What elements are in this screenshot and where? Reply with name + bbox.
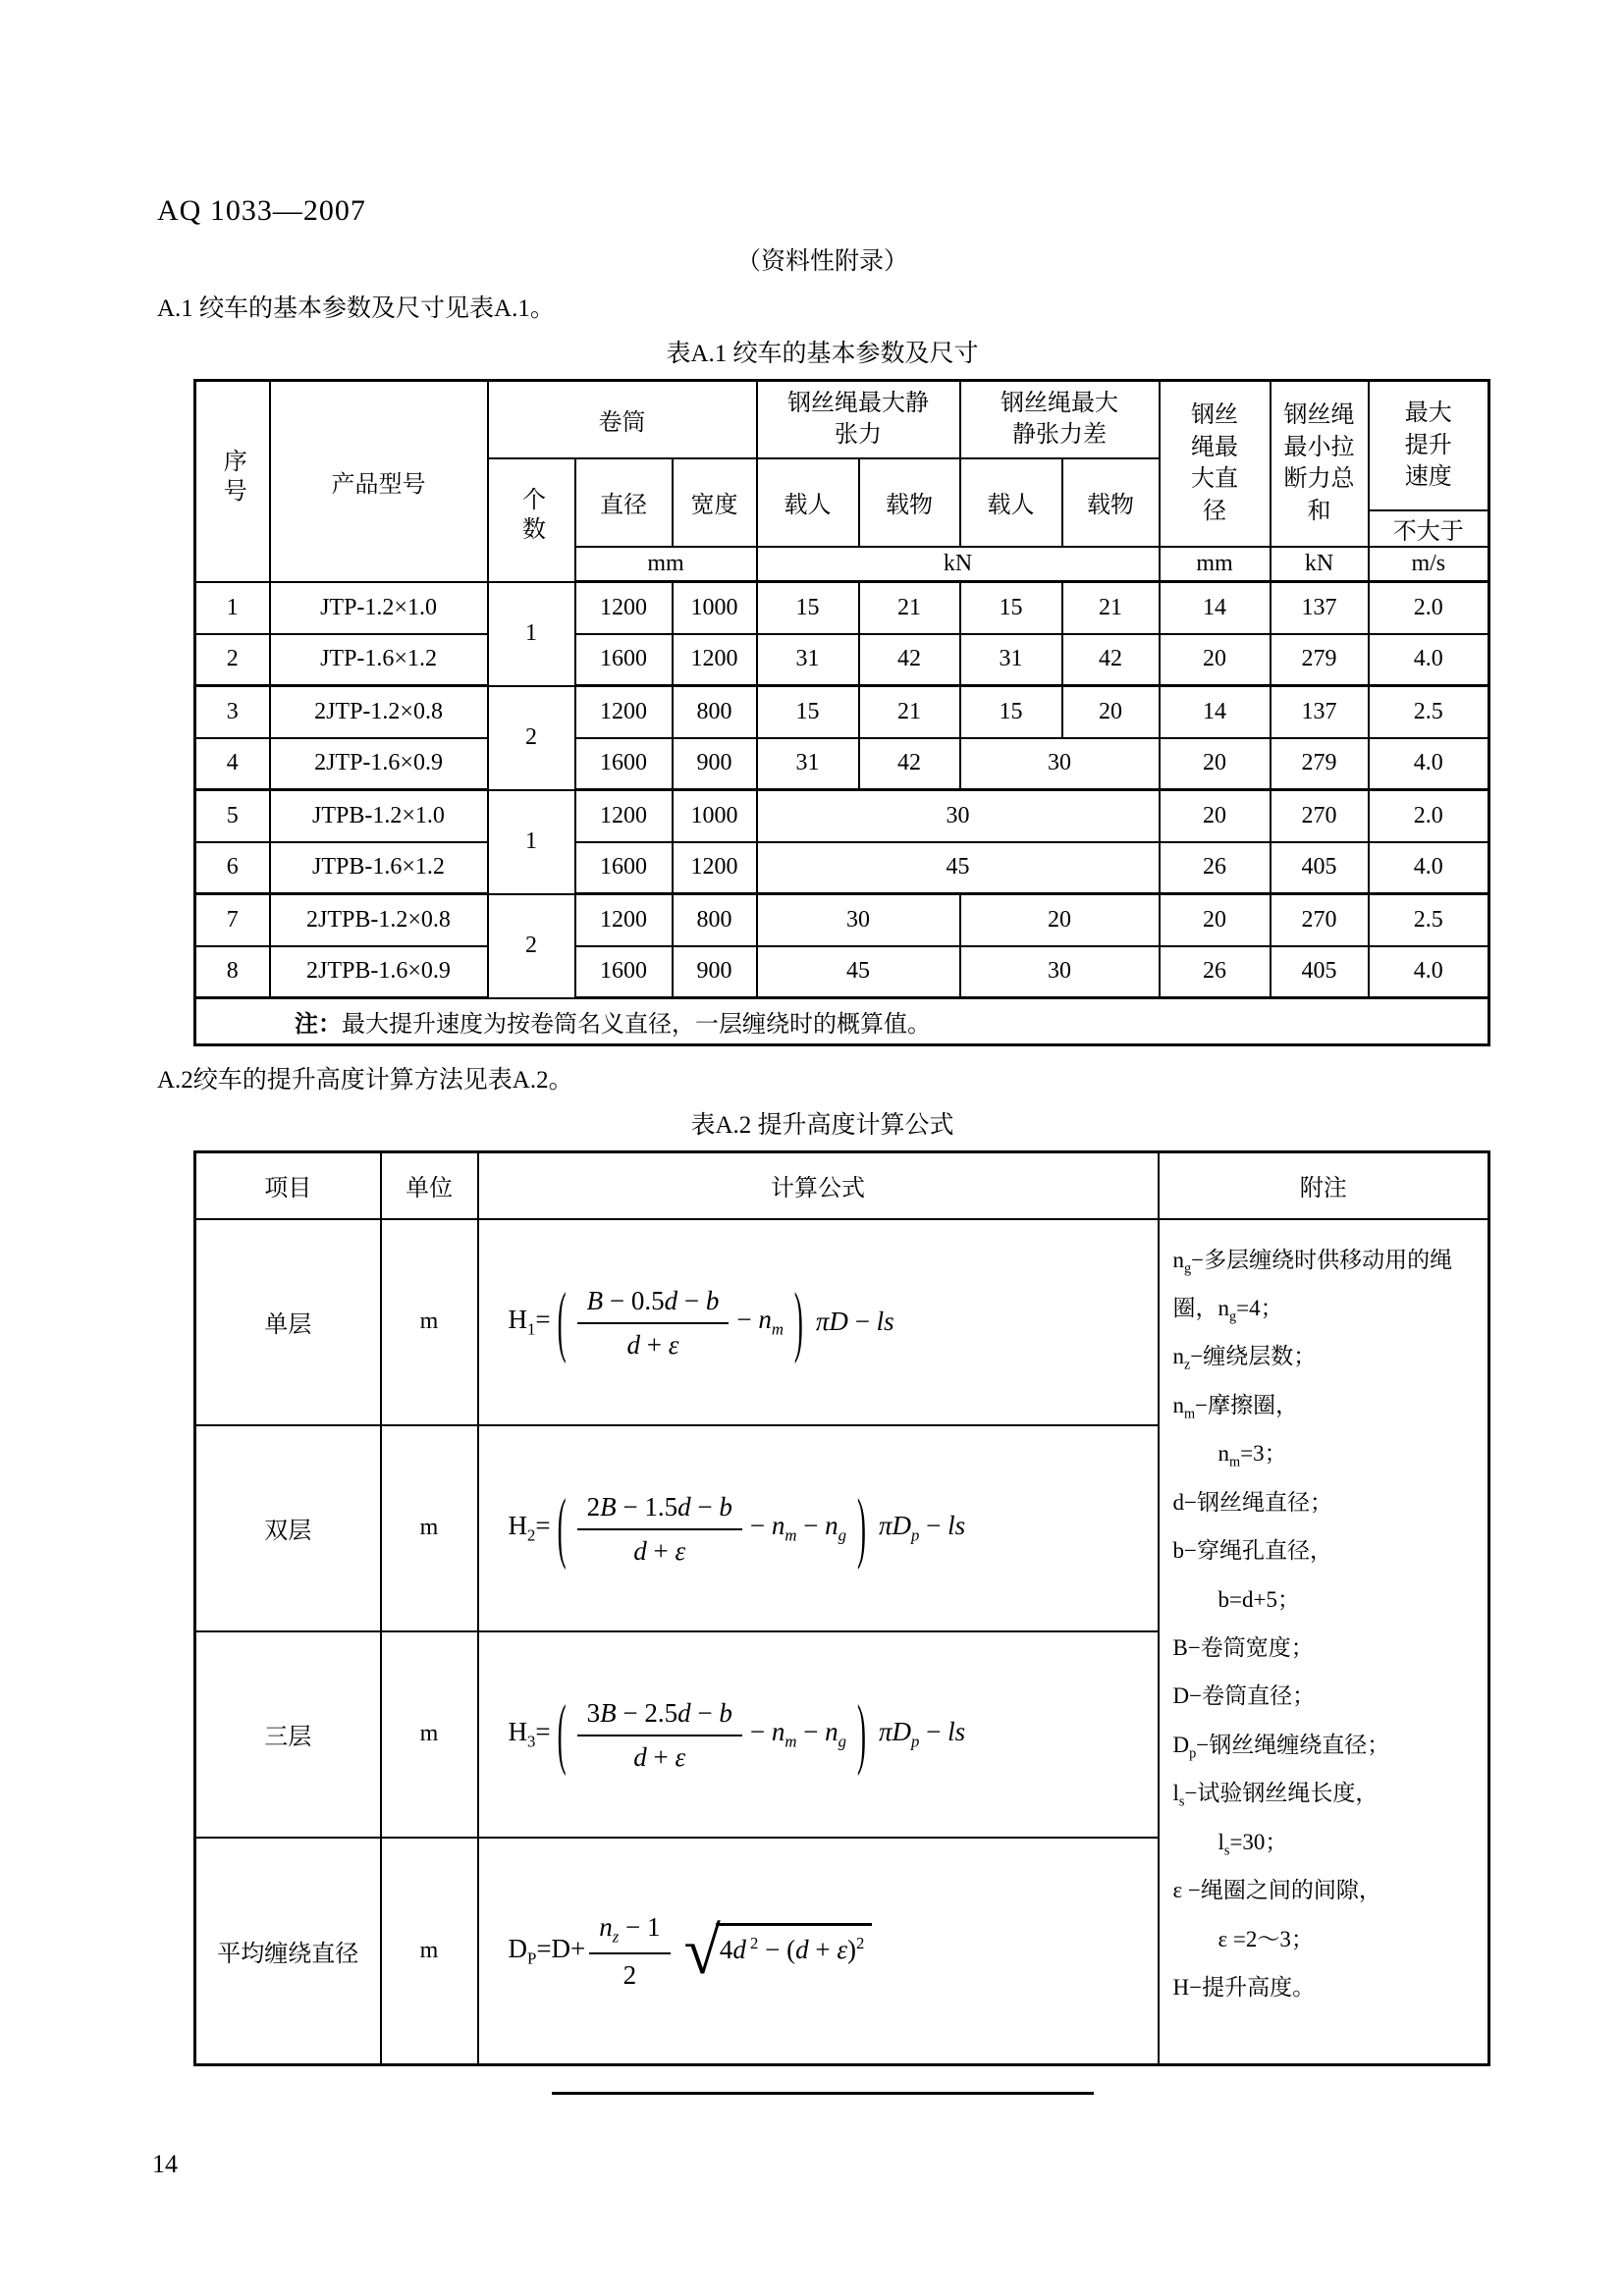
cell-seq: 3: [195, 686, 270, 738]
footnote-divider: [552, 2092, 1094, 2095]
note-line: $l_s-$试验钢丝绳长度，: [1172, 1781, 1379, 1810]
cell: 21: [859, 582, 960, 634]
formula-triple-layer: $H_3=$ ( $\frac{3B - 2.5d - b}{d + \varepsilon}$ − $n_m - n_g$ ) $\pi D_p$ − ls: [478, 1631, 1159, 1838]
cell-unit: m: [381, 1425, 478, 1631]
note-line: $l_s=30$；: [1172, 1829, 1288, 1859]
col-header-not-greater: 不大于: [1369, 510, 1489, 547]
note-line: B−卷筒宽度；: [1172, 1635, 1314, 1660]
fraction: $\frac{n_z - 1}{2}$: [589, 1910, 670, 1991]
cell-seq: 6: [195, 842, 270, 894]
unit-drum: mm: [575, 547, 757, 582]
cell: 14: [1160, 582, 1271, 634]
cell-seq: 8: [195, 946, 270, 998]
page-number: 14: [152, 2150, 178, 2178]
cell-item: 单层: [195, 1219, 381, 1425]
cell-unit: m: [381, 1631, 478, 1838]
table-row: [195, 582, 1489, 634]
note-line: H−提升高度。: [1172, 1975, 1316, 2001]
cell: 1600: [575, 842, 673, 894]
cell: 405: [1271, 842, 1369, 894]
table-row: [195, 790, 1489, 842]
cell: 1000: [673, 582, 757, 634]
table-row: [195, 634, 1489, 686]
note-line: $n_g-$多层缠绕时供移动用的绳圈，$n_g=4$；: [1172, 1247, 1453, 1325]
header-row: [195, 1152, 1489, 1219]
section-a2-text: A.2绞车的提升高度计算方法见表A.2。: [157, 1067, 573, 1094]
fraction: $\frac{3B - 2.5d - b}{d + \varepsilon}$: [577, 1696, 742, 1773]
formula-row: [195, 1219, 1489, 1425]
cell-item: 平均缠绕直径: [195, 1838, 381, 2065]
col-header-width: 宽度: [673, 458, 757, 547]
note-line: b−穿绳孔直径，: [1172, 1538, 1332, 1564]
cell: 20: [1160, 634, 1271, 686]
cell: 270: [1271, 894, 1369, 946]
radical-sign: √: [683, 1913, 721, 1989]
left-paren: (: [557, 1482, 567, 1571]
cell: 2.5: [1369, 894, 1489, 946]
cell: 900: [673, 738, 757, 790]
col-header-product: 产品型号: [270, 381, 488, 582]
note-line: ε =2～3；: [1172, 1926, 1314, 1951]
cell: 1000: [673, 790, 757, 842]
note-line: $n_z-$缠绕层数；: [1172, 1344, 1317, 1373]
cell: 21: [859, 686, 960, 738]
cell: 20: [1160, 790, 1271, 842]
cell: 45: [757, 842, 1160, 894]
left-paren: (: [557, 1688, 567, 1777]
cell: 15: [757, 582, 859, 634]
col-header-seq: 序号: [195, 381, 270, 582]
formula-avg-winding-diameter: $D_P=D+$ $\frac{n_z - 1}{2}$ √ 4d $^2 - (d + \varepsilon)^2$: [478, 1838, 1159, 2065]
cell: 2.0: [1369, 582, 1489, 634]
note-line: d−钢丝绳直径；: [1172, 1489, 1332, 1515]
cell: 2.0: [1369, 790, 1489, 842]
note-text: 最大提升速度为按卷筒名义直径，一层缠绕时的概算值。: [342, 1012, 931, 1038]
cell-count: 2: [488, 686, 575, 790]
col-header-note: 附注: [1159, 1152, 1489, 1219]
cell-seq: 4: [195, 738, 270, 790]
cell: 4.0: [1369, 738, 1489, 790]
note-row: [195, 998, 1489, 1045]
cell: 800: [673, 894, 757, 946]
cell: 15: [960, 582, 1062, 634]
cell: 4.0: [1369, 842, 1489, 894]
cell-model: JTP-1.6×1.2: [270, 634, 488, 686]
right-paren: ): [857, 1482, 867, 1571]
formula-double-layer: $H_2=$ ( $\frac{2B - 1.5d - b}{d + \varepsilon}$ − $n_m - n_g$ ) $\pi D_p$ − ls: [478, 1425, 1159, 1631]
table-row: [195, 842, 1489, 894]
unit-break: kN: [1271, 547, 1369, 582]
col-header-diameter: 直径: [575, 458, 673, 547]
table-a1: [193, 379, 1490, 1046]
cell: 26: [1160, 842, 1271, 894]
note-line: $n_m=3$；: [1172, 1441, 1287, 1470]
right-paren: ): [857, 1688, 867, 1777]
cell: 137: [1271, 582, 1369, 634]
cell-count: 1: [488, 582, 575, 686]
note-line: $n_m-$摩擦圈，: [1172, 1392, 1299, 1422]
cell: 1200: [673, 634, 757, 686]
cell: 279: [1271, 634, 1369, 686]
cell: 42: [1062, 634, 1160, 686]
cell-model: JTP-1.2×1.0: [270, 582, 488, 634]
cell-count: 1: [488, 790, 575, 894]
formula-lhs: $H_1=$: [508, 1304, 551, 1339]
cell: 1200: [575, 582, 673, 634]
col-header-person2: 载人: [960, 458, 1062, 547]
cell: 20: [1160, 738, 1271, 790]
col-header-drum-group: 卷筒: [488, 381, 757, 458]
right-paren: ): [793, 1276, 803, 1364]
note-line: b=d+5；: [1172, 1586, 1300, 1612]
cell: 31: [757, 738, 859, 790]
cell: 31: [960, 634, 1062, 686]
cell: 405: [1271, 946, 1369, 998]
cell: 1600: [575, 634, 673, 686]
header-row-groups: [195, 381, 1489, 458]
cell: 31: [757, 634, 859, 686]
section-a1-text: A.1 绞车的基本参数及尺寸见表A.1。: [157, 295, 555, 322]
cell: 4.0: [1369, 946, 1489, 998]
cell: 1600: [575, 946, 673, 998]
cell: 26: [1160, 946, 1271, 998]
cell: 30: [960, 946, 1160, 998]
cell-count: 2: [488, 894, 575, 998]
table-row: [195, 738, 1489, 790]
col-header-item: 项目: [195, 1152, 381, 1219]
cell: 30: [757, 790, 1160, 842]
table-note: [195, 998, 1489, 1045]
cell: 137: [1271, 686, 1369, 738]
table-a2: [193, 1150, 1490, 2066]
cell-model: 2JTPB-1.2×0.8: [270, 894, 488, 946]
cell-seq: 2: [195, 634, 270, 686]
cell: 30: [757, 894, 960, 946]
formula-notes: [1159, 1219, 1489, 2065]
cell: 45: [757, 946, 960, 998]
formula-single-layer: $H_1=$ ( $\frac{B - 0.5d - b}{d + \varepsilon}$ − $n_m$ ) πD − ls: [478, 1219, 1159, 1425]
cell: 42: [859, 738, 960, 790]
note-line: ε −绳圈之间的间隙，: [1172, 1878, 1381, 1903]
col-header-static-tension-diff: 钢丝绳最大静张力差: [960, 381, 1160, 458]
cell-model: JTPB-1.2×1.0: [270, 790, 488, 842]
cell-item: 三层: [195, 1631, 381, 1838]
note-line: $D_p-$钢丝绳缠绕直径；: [1172, 1732, 1390, 1762]
cell: 4.0: [1369, 634, 1489, 686]
cell: 20: [1062, 686, 1160, 738]
note-prefix: 注：: [295, 1012, 342, 1038]
left-paren: (: [557, 1276, 567, 1364]
cell: 20: [1160, 894, 1271, 946]
col-header-goods2: 载物: [1062, 458, 1160, 547]
cell-seq: 7: [195, 894, 270, 946]
cell-model: 2JTP-1.2×0.8: [270, 686, 488, 738]
note-line: D−卷筒直径；: [1172, 1683, 1316, 1709]
document-number: AQ 1033—2007: [157, 194, 366, 227]
col-header-goods1: 载物: [859, 458, 960, 547]
cell-seq: 1: [195, 582, 270, 634]
table-a2-title: 表A.2 提升高度计算公式: [690, 1112, 954, 1139]
fraction: $\frac{2B - 1.5d - b}{d + \varepsilon}$: [577, 1490, 742, 1567]
unit-rope-dia: mm: [1160, 547, 1271, 582]
cell: 1600: [575, 738, 673, 790]
cell-model: JTPB-1.6×1.2: [270, 842, 488, 894]
cell-seq: 5: [195, 790, 270, 842]
cell: 21: [1062, 582, 1160, 634]
col-header-static-tension: 钢丝绳最大静张力: [757, 381, 960, 458]
cell-item: 双层: [195, 1425, 381, 1631]
cell: 270: [1271, 790, 1369, 842]
col-header-unit: 单位: [381, 1152, 478, 1219]
cell: 1200: [575, 894, 673, 946]
col-header-max-speed: 最大提升速度: [1369, 381, 1489, 510]
cell: 14: [1160, 686, 1271, 738]
unit-speed: m/s: [1369, 547, 1489, 582]
cell: 1200: [575, 686, 673, 738]
table-row: [195, 946, 1489, 998]
col-header-count: 个数: [488, 458, 575, 582]
table-a1-title: 表A.1 绞车的基本参数及尺寸: [666, 341, 979, 367]
col-header-rope-max-dia: 钢丝绳最大直径: [1160, 381, 1271, 547]
col-header-formula: 计算公式: [478, 1152, 1159, 1219]
cell-unit: m: [381, 1838, 478, 2065]
cell: 279: [1271, 738, 1369, 790]
cell: 2.5: [1369, 686, 1489, 738]
cell: 1200: [575, 790, 673, 842]
cell-unit: m: [381, 1219, 478, 1425]
cell: 42: [859, 634, 960, 686]
cell: 1200: [673, 842, 757, 894]
cell-model: 2JTP-1.6×0.9: [270, 738, 488, 790]
cell: 15: [960, 686, 1062, 738]
cell: 30: [960, 738, 1160, 790]
unit-tension: kN: [757, 547, 1160, 582]
appendix-label: （资料性附录）: [735, 248, 908, 275]
col-header-person1: 载人: [757, 458, 859, 547]
table-row: [195, 894, 1489, 946]
col-header-min-break-sum: 钢丝绳最小拉断力总和: [1271, 381, 1369, 547]
cell: 900: [673, 946, 757, 998]
cell-model: 2JTPB-1.6×0.9: [270, 946, 488, 998]
table-row: [195, 686, 1489, 738]
fraction: $\frac{B - 0.5d - b}{d + \varepsilon}$: [577, 1284, 730, 1361]
square-root: √ 4d $^2 - (d + \varepsilon)^2$: [684, 1923, 873, 1978]
cell: 20: [960, 894, 1160, 946]
cell: 800: [673, 686, 757, 738]
cell: 15: [757, 686, 859, 738]
